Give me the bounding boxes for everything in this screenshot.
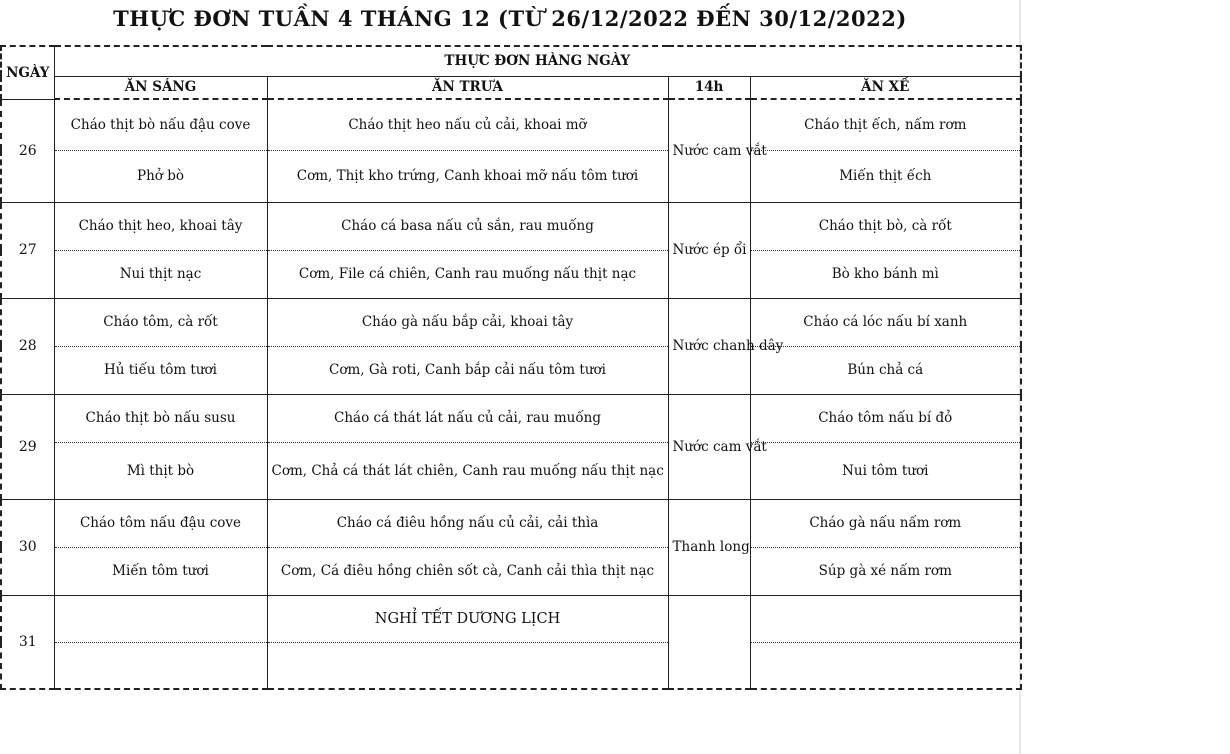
table-row [1,499,1021,547]
drink-cell: Nước cam vắt [668,99,750,202]
breakfast-cell: Cháo tôm, cà rốt [54,298,267,346]
header-breakfast: ĂN SÁNG [54,76,267,99]
drink-cell: Nước cam vắt [668,394,750,499]
lunch-cell: Cháo gà nấu bắp cải, khoai tây [267,298,668,346]
snack-cell: Nui tôm tươi [750,442,1021,499]
snack-cell: Cháo cá lóc nấu bí xanh [750,298,1021,346]
snack-cell: Cháo thịt ếch, nấm rơm [750,99,1021,150]
table-row [1,547,1021,595]
snack-cell: Miến thịt ếch [750,150,1021,202]
breakfast-cell [54,642,267,689]
table-row [1,346,1021,394]
snack-cell [750,595,1021,642]
breakfast-cell: Mì thịt bò [54,442,267,499]
day-cell: 31 [1,595,54,689]
snack-cell: Cháo tôm nấu bí đỏ [750,394,1021,442]
header-afternoon-drink: 14h [668,76,750,99]
lunch-cell: Cơm, Chả cá thát lát chiên, Canh rau muống nấu thịt nạc [267,442,668,499]
day-cell: 29 [1,394,54,499]
snack-cell: Bò kho bánh mì [750,250,1021,298]
lunch-cell [267,642,668,689]
table-row [1,394,1021,442]
breakfast-cell: Cháo thịt heo, khoai tây [54,202,267,250]
table-row [1,250,1021,298]
header-row-1 [1,46,1021,76]
drink-cell [668,595,750,689]
table-row [1,642,1021,689]
lunch-cell: Cơm, Cá điêu hồng chiên sốt cà, Canh cải thìa thịt nạc [267,547,668,595]
header-snack: ĂN XẾ [750,76,1021,99]
table-row [1,202,1021,250]
table-row [1,595,1021,642]
lunch-cell: Cơm, Thịt kho trứng, Canh khoai mỡ nấu tôm tươi [267,150,668,202]
breakfast-cell: Cháo tôm nấu đậu cove [54,499,267,547]
breakfast-cell: Phở bò [54,150,267,202]
table-row [1,298,1021,346]
snack-cell: Bún chả cá [750,346,1021,394]
drink-cell: Thanh long [668,499,750,595]
day-cell: 28 [1,298,54,394]
day-cell: 27 [1,202,54,298]
day-cell: 26 [1,99,54,202]
day-cell: 30 [1,499,54,595]
breakfast-cell: Hủ tiếu tôm tươi [54,346,267,394]
snack-cell: Cháo thịt bò, cà rốt [750,202,1021,250]
lunch-cell: Cháo cá thát lát nấu củ cải, rau muống [267,394,668,442]
menu-table [0,45,1022,690]
table-row [1,442,1021,499]
table-row [1,99,1021,150]
lunch-cell: Cháo thịt heo nấu củ cải, khoai mỡ [267,99,668,150]
breakfast-cell: Cháo thịt bò nấu đậu cove [54,99,267,150]
breakfast-cell [54,595,267,642]
snack-cell: Súp gà xé nấm rơm [750,547,1021,595]
breakfast-cell: Nui thịt nạc [54,250,267,298]
header-lunch: ĂN TRƯA [267,76,668,99]
drink-cell: Nước ép ổi [668,202,750,298]
lunch-cell: Cháo cá basa nấu củ sắn, rau muống [267,202,668,250]
breakfast-cell: Miến tôm tươi [54,547,267,595]
lunch-cell: Cháo cá điêu hồng nấu củ cải, cải thìa [267,499,668,547]
snack-cell: Cháo gà nấu nấm rơm [750,499,1021,547]
header-row-2 [1,76,1021,99]
header-day: NGÀY [1,46,54,99]
drink-cell: Nước chanh dây [668,298,750,394]
lunch-cell: Cơm, File cá chiên, Canh rau muống nấu thịt nạc [267,250,668,298]
header-daily-menu: THỰC ĐƠN HÀNG NGÀY [54,46,1021,76]
snack-cell [750,642,1021,689]
holiday-note: NGHỈ TẾT DƯƠNG LỊCH [267,595,668,642]
breakfast-cell: Cháo thịt bò nấu susu [54,394,267,442]
table-row [1,150,1021,202]
lunch-cell: Cơm, Gà roti, Canh bắp cải nấu tôm tươi [267,346,668,394]
page-title: THỰC ĐƠN TUẦN 4 THÁNG 12 (TỪ 26/12/2022 ĐẾN 30/12/2022) [113,6,907,31]
